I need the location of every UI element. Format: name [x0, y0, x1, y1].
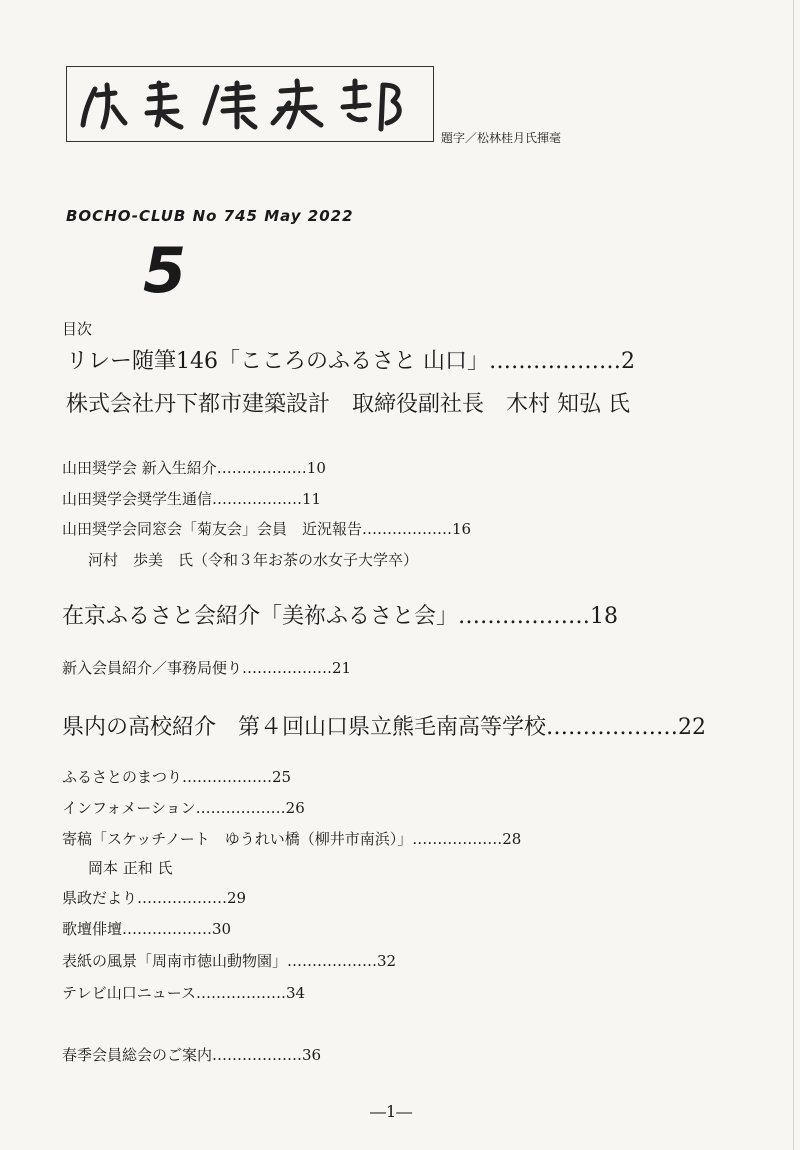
toc-entry-relay-author: 株式会社丹下都市建築設計 取締役副社長 木村 知弘 氏 [66, 392, 630, 417]
calligraphy-logo-image [67, 67, 435, 143]
toc-label: 目次 [62, 320, 93, 338]
toc-entry-festival[interactable]: ふるさとのまつり………………25 [62, 768, 292, 786]
toc-entry-prefecture-news[interactable]: 県政だより………………29 [62, 889, 247, 907]
toc-entry-tv-news[interactable]: テレビ山口ニュース………………34 [62, 984, 306, 1002]
issue-number: 5 [143, 234, 187, 307]
scan-edge-divider [793, 0, 794, 1150]
toc-entry-highschool[interactable]: 県内の高校紹介 第４回山口県立熊毛南高等学校………………22 [62, 715, 706, 740]
toc-entry-relay-essay[interactable]: リレー随筆146「こころのふるさと 山口」………………2 [66, 349, 635, 374]
issue-brand-line: BOCHO-CLUB No 745 May 2022 [66, 207, 354, 225]
toc-entry-yamada-news[interactable]: 山田奨学会奨学生通信………………11 [62, 490, 322, 508]
toc-entry-yamada-alumni-author: 河村 歩美 氏（令和３年お茶の水女子大学卒） [88, 551, 419, 569]
title-credit: 題字／松林桂月氏揮毫 [441, 131, 562, 145]
toc-entry-yamada-new[interactable]: 山田奨学会 新入生紹介………………10 [62, 459, 326, 477]
masthead-box [66, 66, 434, 142]
toc-entry-spring-meeting[interactable]: 春季会員総会のご案内………………36 [62, 1046, 322, 1064]
toc-entry-contribution[interactable]: 寄稿「スケッチノート ゆうれい橋（柳井市南浜）」………………28 [62, 830, 522, 848]
toc-entry-poetry[interactable]: 歌壇俳壇………………30 [62, 920, 232, 938]
toc-entry-furusato-kai[interactable]: 在京ふるさと会紹介「美祢ふるさと会」………………18 [62, 604, 618, 629]
page-number: ―1― [370, 1102, 413, 1121]
toc-entry-information[interactable]: インフォメーション………………26 [62, 799, 305, 817]
toc-entry-cover-scene[interactable]: 表紙の風景「周南市徳山動物園」………………32 [62, 952, 397, 970]
toc-entry-yamada-alumni[interactable]: 山田奨学会同窓会「菊友会」会員 近況報告………………16 [62, 520, 472, 538]
toc-entry-new-members[interactable]: 新入会員紹介／事務局便り………………21 [62, 659, 352, 677]
toc-entry-contribution-author: 岡本 正和 氏 [88, 859, 173, 877]
